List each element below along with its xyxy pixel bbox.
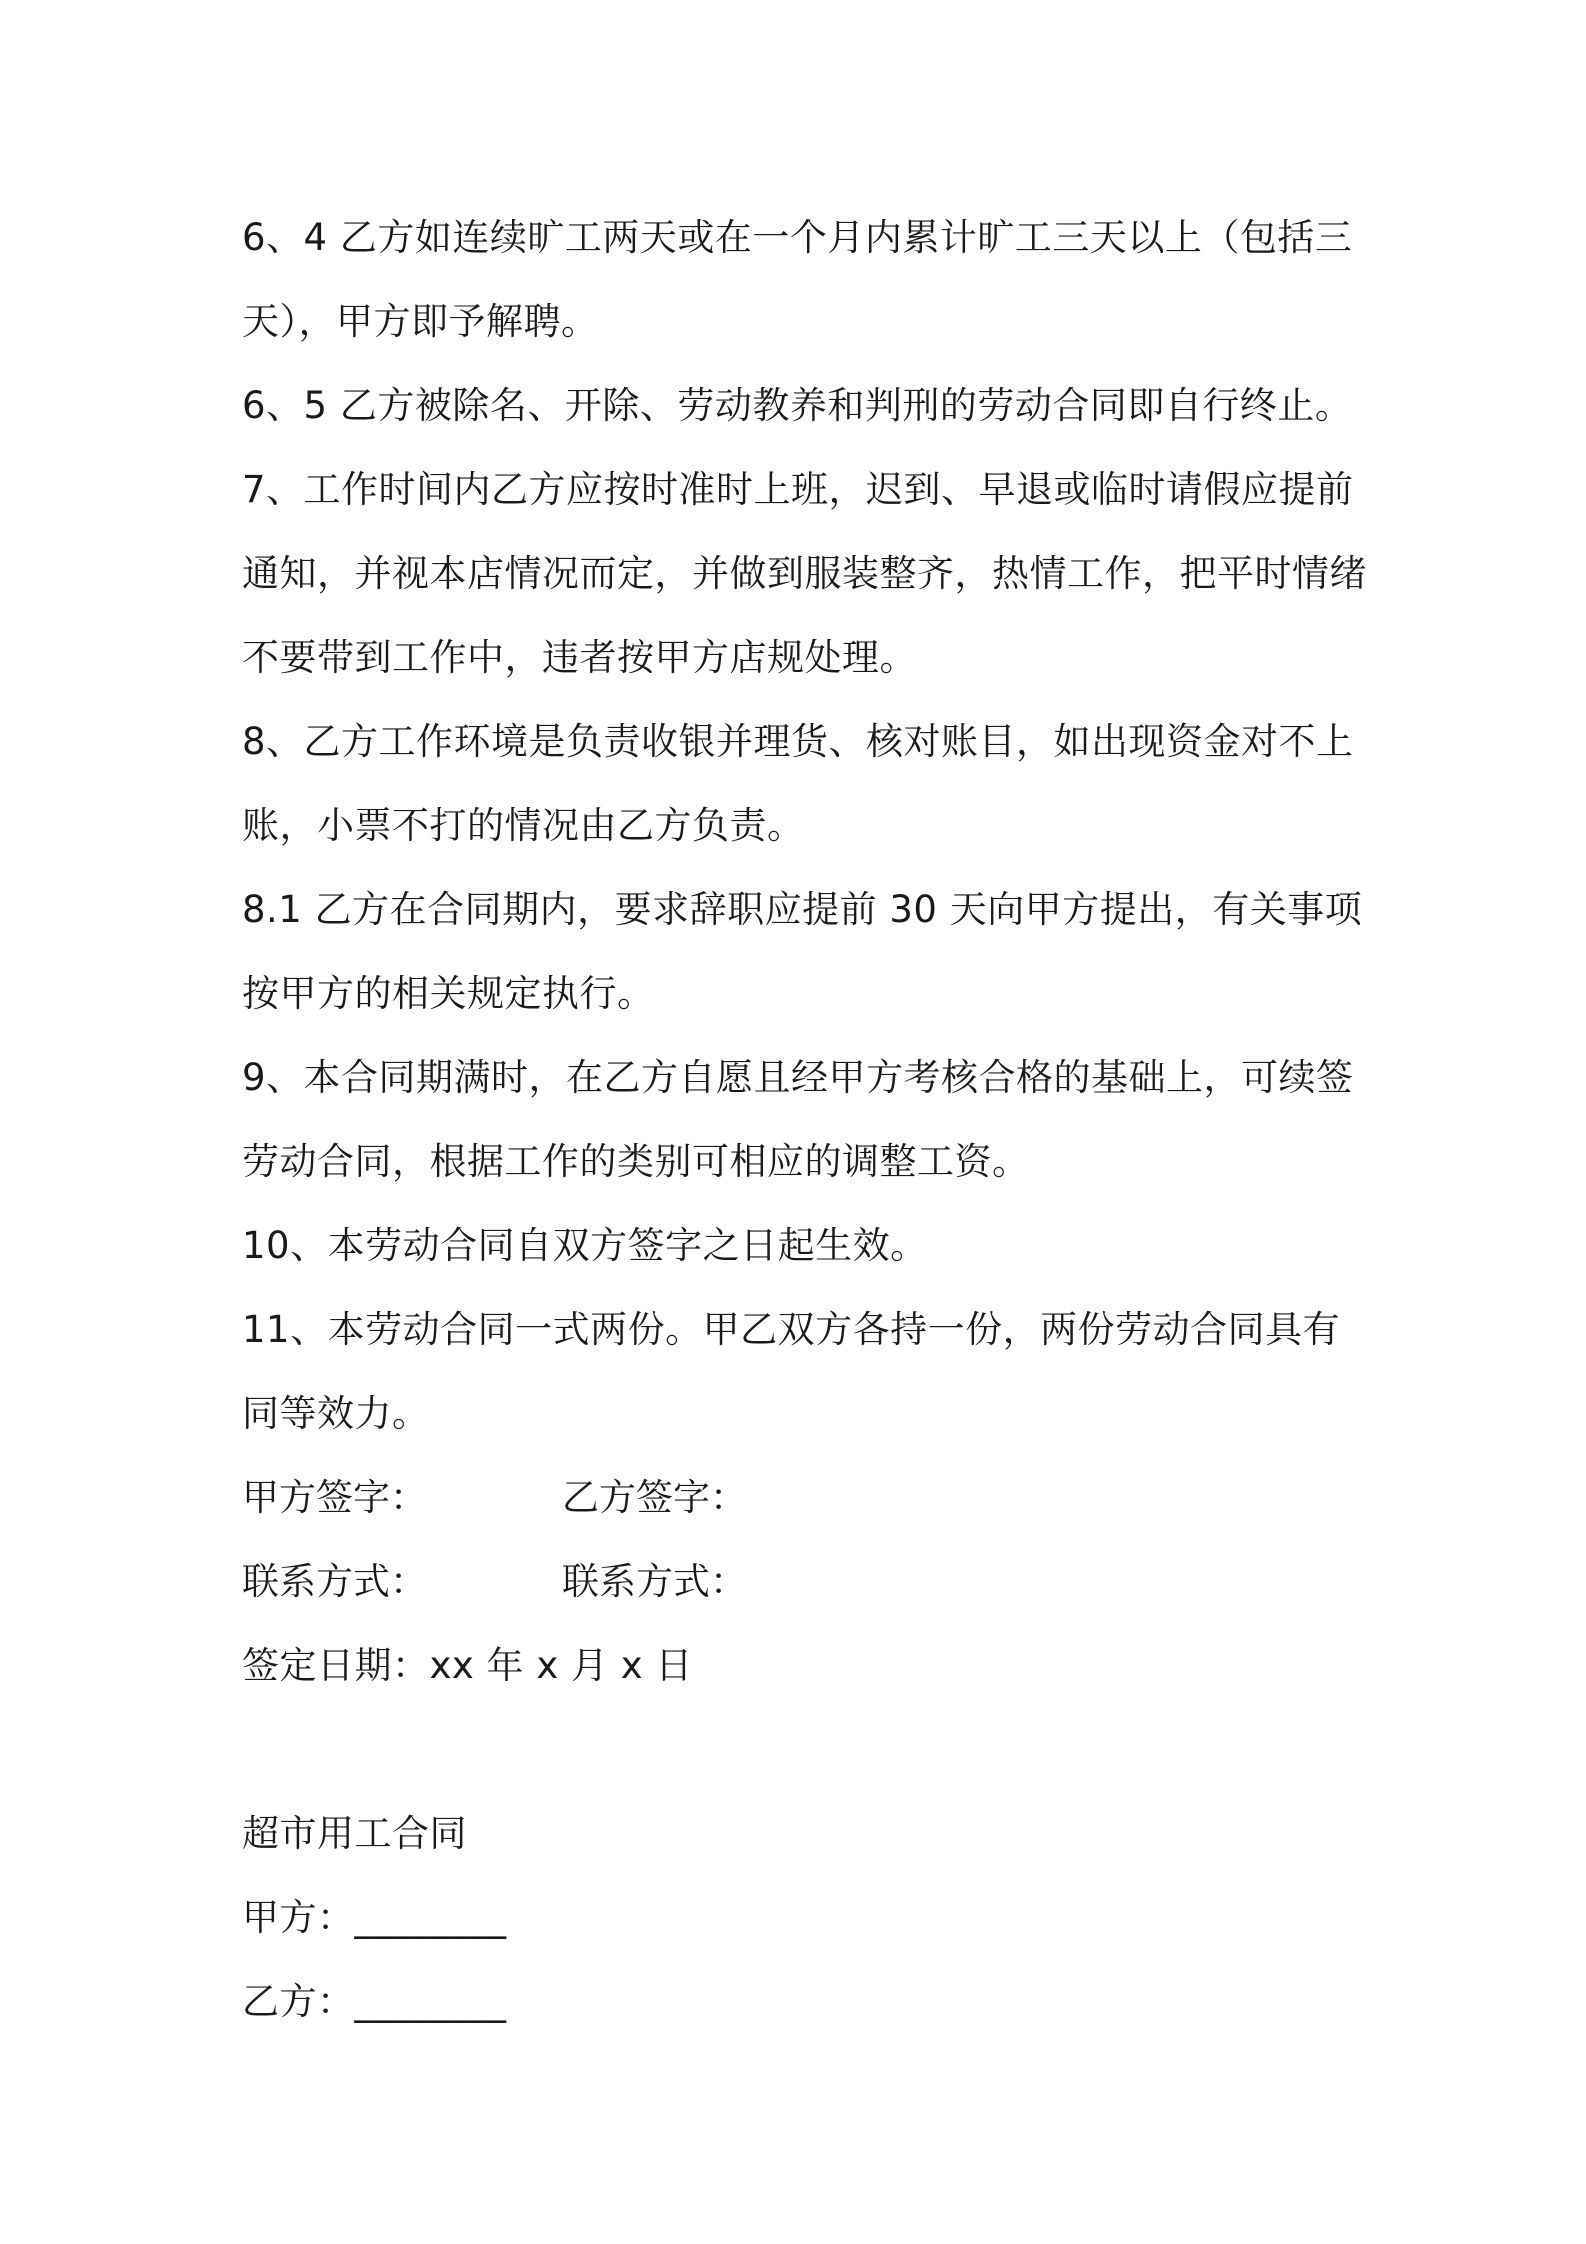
clause-7-line-3: 不要带到工作中，违者按甲方店规处理。 <box>242 636 917 679</box>
document-body <box>242 196 1367 2044</box>
clause-8-1-line-1: 8.1 乙方在合同期内，要求辞职应提前 30 天向甲方提出，有关事项 <box>242 888 1363 931</box>
clause-9-line-2: 劳动合同，根据工作的类别可相应的调整工资。 <box>242 1140 1030 1183</box>
clause-11-line-1: 11、本劳动合同一式两份。甲乙双方各持一份，两份劳动合同具有 <box>242 1308 1341 1351</box>
clause-6-4-line-2: 天），甲方即予解聘。 <box>242 300 599 343</box>
sign-date: 签定日期：xx 年 x 月 x 日 <box>242 1644 693 1687</box>
clause-11-line-2: 同等效力。 <box>242 1392 430 1435</box>
clause-6-4-line-1: 6、4 乙方如连续旷工两天或在一个月内累计旷工三天以上（包括三 <box>242 216 1353 259</box>
clause-7-line-2: 通知，并视本店情况而定，并做到服装整齐，热情工作，把平时情绪 <box>242 552 1367 595</box>
next-contract-party-b: 乙方：________ <box>242 1980 507 2023</box>
clause-7-line-1: 7、工作时间内乙方应按时准时上班，迟到、早退或临时请假应提前 <box>242 468 1354 511</box>
party-b-signature-label: 乙方签字： <box>562 1476 747 1519</box>
contact-row <box>242 1540 1362 1624</box>
clause-6-5: 6、5 乙方被除名、开除、劳动教养和判刑的劳动合同即自行终止。 <box>242 384 1353 427</box>
next-contract-party-a: 甲方：________ <box>242 1896 507 1939</box>
clause-9-line-1: 9、本合同期满时，在乙方自愿且经甲方考核合格的基础上，可续签 <box>242 1056 1354 1099</box>
signature-row <box>242 1456 1362 1540</box>
party-a-contact-label: 联系方式： <box>242 1560 427 1603</box>
clause-8-line-1: 8、乙方工作环境是负责收银并理货、核对账目，如出现资金对不上 <box>242 720 1354 763</box>
section-spacer <box>242 1708 1362 1792</box>
clause-10: 10、本劳动合同自双方签字之日起生效。 <box>242 1224 928 1267</box>
clause-8-1-line-2: 按甲方的相关规定执行。 <box>242 972 655 1015</box>
next-contract-title: 超市用工合同 <box>242 1812 467 1855</box>
clause-8-line-2: 账，小票不打的情况由乙方负责。 <box>242 804 805 847</box>
party-a-signature-label: 甲方签字： <box>242 1476 427 1519</box>
party-b-contact-label: 联系方式： <box>562 1560 747 1603</box>
